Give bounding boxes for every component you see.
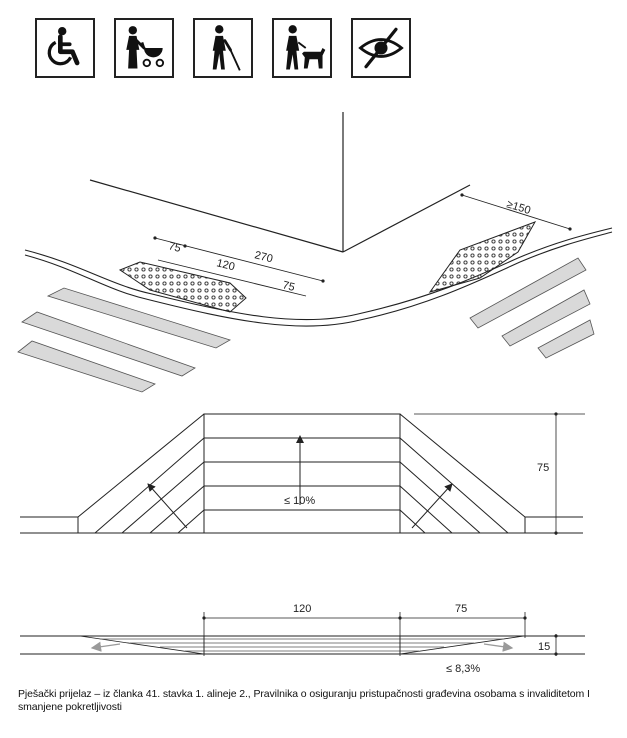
ramp-central-area: [204, 414, 400, 533]
direction-arrow-left: [92, 644, 120, 648]
building-wall-right: [343, 185, 470, 252]
plan-view: [18, 112, 612, 392]
section-view: [20, 603, 585, 675]
elevation-height-label: 75: [537, 462, 550, 474]
elevation-view: [20, 412, 585, 535]
dimension-label-opposite: ≥150: [505, 198, 532, 218]
dimension-label-right: 75: [281, 279, 297, 294]
section-height-label: 15: [538, 641, 551, 653]
section-width-middle-label: 120: [293, 603, 312, 615]
elevation-slope-label: ≤ 10%: [284, 495, 316, 507]
section-width-ramp-label: 75: [455, 603, 468, 615]
direction-arrow-right: [484, 644, 512, 648]
building-wall-left: [90, 180, 343, 252]
dimension-label-middle: 120: [215, 257, 236, 274]
dimension-label-left: 75: [167, 240, 183, 255]
dimension-label-total: 270: [253, 249, 274, 266]
figure-caption: Pješački prijelaz – iz članka 41. stavka 1. alineje 2., Pravilnika o osiguranju pristupačnosti građevina osobama s invaliditetom I smanjene pokretljivosti: [18, 688, 590, 713]
section-slope-label: ≤ 8,3%: [446, 663, 481, 675]
